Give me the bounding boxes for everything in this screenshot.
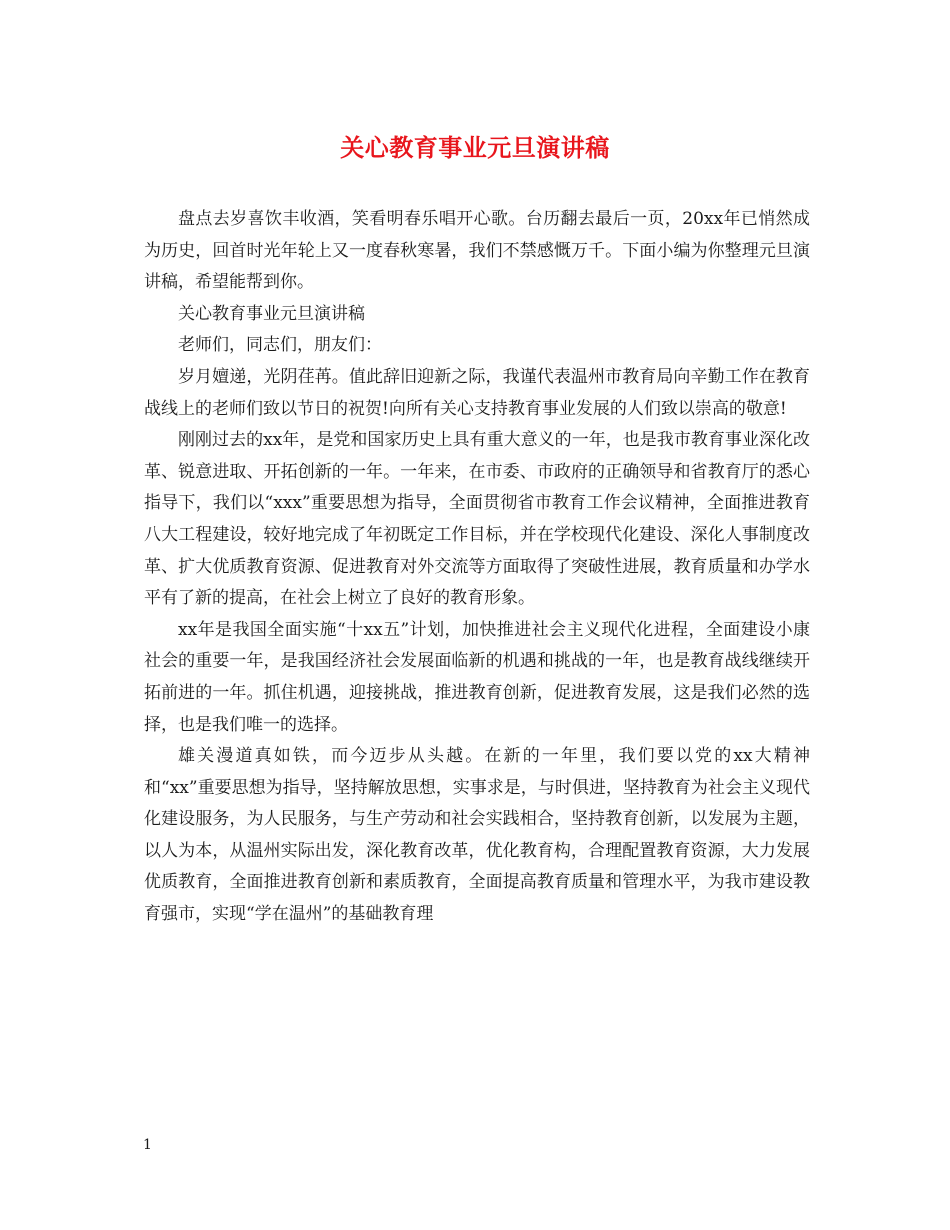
document-body — [144, 204, 810, 931]
paragraph-intro: 盘点去岁喜饮丰收酒，笑看明春乐唱开心歌。台历翻去最后一页，20xx年已悄然成为历史，回首时光年轮上又一度春秋寒暑，我们不禁感慨万千。下面小编为你整理元旦演讲稿，希望能帮到你。 — [144, 209, 810, 293]
paragraph-greeting: 岁月嬗递，光阴荏苒。值此辞旧迎新之际，我谨代表温州市教育局向辛勤工作在教育战线上的老师们致以节日的祝贺!向所有关心支持教育事业发展的人们致以崇高的敬意! — [144, 366, 810, 419]
paragraph-goals: 雄关漫道真如铁，而今迈步从头越。在新的一年里，我们要以党的xx大精神和“xx”重要思想为指导，坚持解放思想，实事求是，与时俱进，坚持教育为社会主义现代化建设服务，为人民服务，与生产劳动和社会实践相合，坚持教育创新，以发展为主题，以人为本，从温州实际出发，深化教育改革，优化教育构，合理配置教育资源，大力发展优质教育，全面推进教育创新和素质教育，全面提高教育质量和管理水平，为我市建设教育强市，实现“学在温州”的基础教育理 — [144, 746, 810, 925]
paragraph-salutation: 老师们，同志们，朋友们： — [178, 335, 382, 356]
document-title: 关心教育事业元旦演讲稿 — [340, 134, 610, 162]
page-number: 1 — [143, 1137, 152, 1153]
paragraph-subtitle: 关心教育事业元旦演讲稿 — [178, 303, 365, 324]
paragraph-outlook: xx年是我国全面实施“十xx五”计划，加快推进社会主义现代化进程，全面建设小康社会的重要一年，是我国经济社会发展面临新的机遇和挑战的一年，也是教育战线继续开拓前进的一年。抓住机遇，迎接挑战，推进教育创新，促进教育发展，这是我们必然的选择，也是我们唯一的选择。 — [144, 619, 810, 735]
paragraph-review: 刚刚过去的xx年，是党和国家历史上具有重大意义的一年，也是我市教育事业深化改革、锐意进取、开拓创新的一年。一年来，在市委、市政府的正确领导和省教育厅的悉心指导下，我们以“xxx”重要思想为指导，全面贯彻省市教育工作会议精神，全面推进教育八大工程建设，较好地完成了年初既定工作目标，并在学校现代化建设、深化人事制度改革、扩大优质教育资源、促进教育对外交流等方面取得了突破性进展，教育质量和办学水平有了新的提高，在社会上树立了良好的教育形象。 — [144, 430, 810, 609]
